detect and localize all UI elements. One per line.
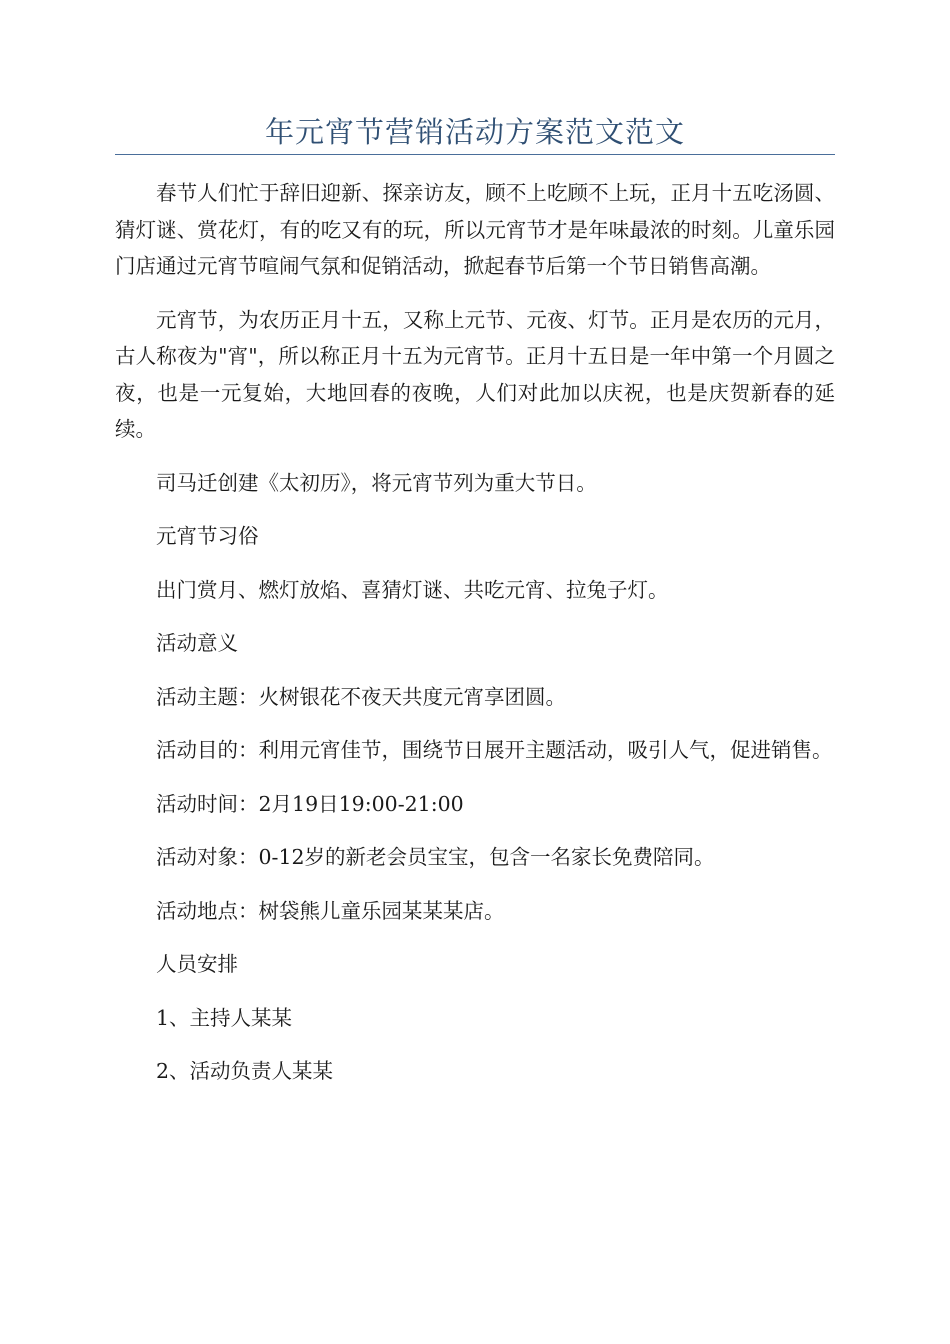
heading-significance: 活动意义 — [156, 631, 238, 655]
paragraph-history: 司马迁创建《太初历》，将元宵节列为重大节日。 — [156, 470, 597, 495]
paragraph-location: 活动地点：树袋熊儿童乐园某某某店。 — [156, 898, 505, 923]
paragraph-intro: 春节人们忙于辞旧迎新、探亲访友，顾不上吃顾不上玩，正月十五吃汤圆、猜灯谜、赏花灯，有的吃又有的玩，所以元宵节才是年味最浓的时刻。儿童乐园门店通过元宵节喧闹气氛和促销活动，掀起春节后第一个节日销售高潮。 — [115, 181, 835, 278]
paragraph-theme: 活动主题：火树银花不夜天共度元宵享团圆。 — [156, 684, 566, 709]
list-item-lead: 2、活动负责人某某 — [156, 1059, 334, 1083]
document-title: 年元宵节营销活动方案范文范文 — [264, 115, 685, 149]
paragraph-origin: 元宵节，为农历正月十五，又称上元节、元夜、灯节。正月是农历的元月，古人称夜为"宵"，所以称正月十五为元宵节。正月十五日是一年中第一个月圆之夜，也是一元复始，大地回春的夜晚，人们对此加以庆祝，也是庆贺新春的延续。 — [115, 307, 835, 441]
paragraph-audience: 活动对象：0-12岁的新老会员宝宝，包含一名家长免费陪同。 — [156, 845, 715, 869]
title-underline — [115, 154, 835, 155]
heading-customs: 元宵节习俗 — [156, 524, 259, 548]
paragraph-customs: 出门赏月、燃灯放焰、喜猜灯谜、共吃元宵、拉兔子灯。 — [156, 577, 669, 602]
paragraph-purpose: 活动目的：利用元宵佳节，围绕节日展开主题活动，吸引人气，促进销售。 — [156, 738, 833, 762]
paragraph-time: 活动时间：2月19日19:00-21:00 — [156, 791, 464, 816]
document-body — [115, 175, 835, 1107]
heading-staffing: 人员安排 — [156, 952, 238, 976]
list-item-host: 1、主持人某某 — [156, 1005, 293, 1030]
